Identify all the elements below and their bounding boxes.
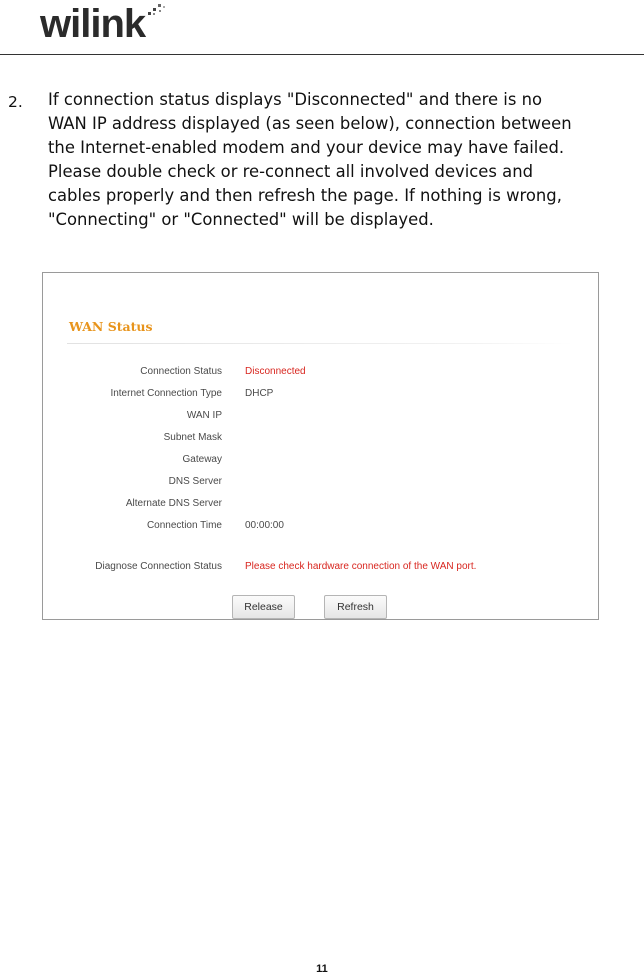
page-number: 11 — [316, 963, 328, 975]
brand-logo: wilink — [40, 2, 146, 46]
paragraph-line: the Internet-enabled modem and your device may have failed. — [48, 138, 565, 157]
step-number: 2. — [8, 93, 23, 111]
paragraph-line: If connection status displays "Disconnected" and there is no — [48, 90, 543, 109]
alternate-dns-label: Alternate DNS Server — [125, 498, 222, 509]
header-divider — [0, 54, 644, 55]
connection-status-label: Connection Status — [140, 366, 222, 377]
release-button[interactable]: Release — [232, 595, 295, 619]
paragraph-line: "Connecting" or "Connected" will be displayed. — [48, 210, 434, 229]
connection-type-label: Internet Connection Type — [110, 388, 222, 399]
gateway-label: Gateway — [182, 454, 222, 465]
refresh-button[interactable]: Refresh — [324, 595, 387, 619]
wan-status-screenshot — [42, 272, 599, 620]
paragraph-line: cables properly and then refresh the page. If nothing is wrong, — [48, 186, 562, 205]
wan-status-title: WAN Status — [69, 319, 153, 334]
logo-dots-icon — [146, 2, 168, 20]
diagnose-status-value: Please check hardware connection of the WAN port. — [245, 561, 477, 572]
connection-time-value: 00:00:00 — [245, 520, 284, 531]
connection-status-value: Disconnected — [245, 366, 306, 377]
connection-type-value: DHCP — [245, 388, 274, 399]
connection-time-label: Connection Time — [146, 520, 222, 531]
subnet-mask-label: Subnet Mask — [163, 432, 222, 443]
step-paragraph — [48, 88, 644, 232]
title-divider — [67, 343, 573, 344]
dns-server-label: DNS Server — [168, 476, 222, 487]
diagnose-status-label: Diagnose Connection Status — [95, 561, 222, 572]
wan-ip-label: WAN IP — [186, 410, 222, 421]
paragraph-line: Please double check or re-connect all involved devices and — [48, 162, 533, 181]
paragraph-line: WAN IP address displayed (as seen below), connection between — [48, 114, 572, 133]
